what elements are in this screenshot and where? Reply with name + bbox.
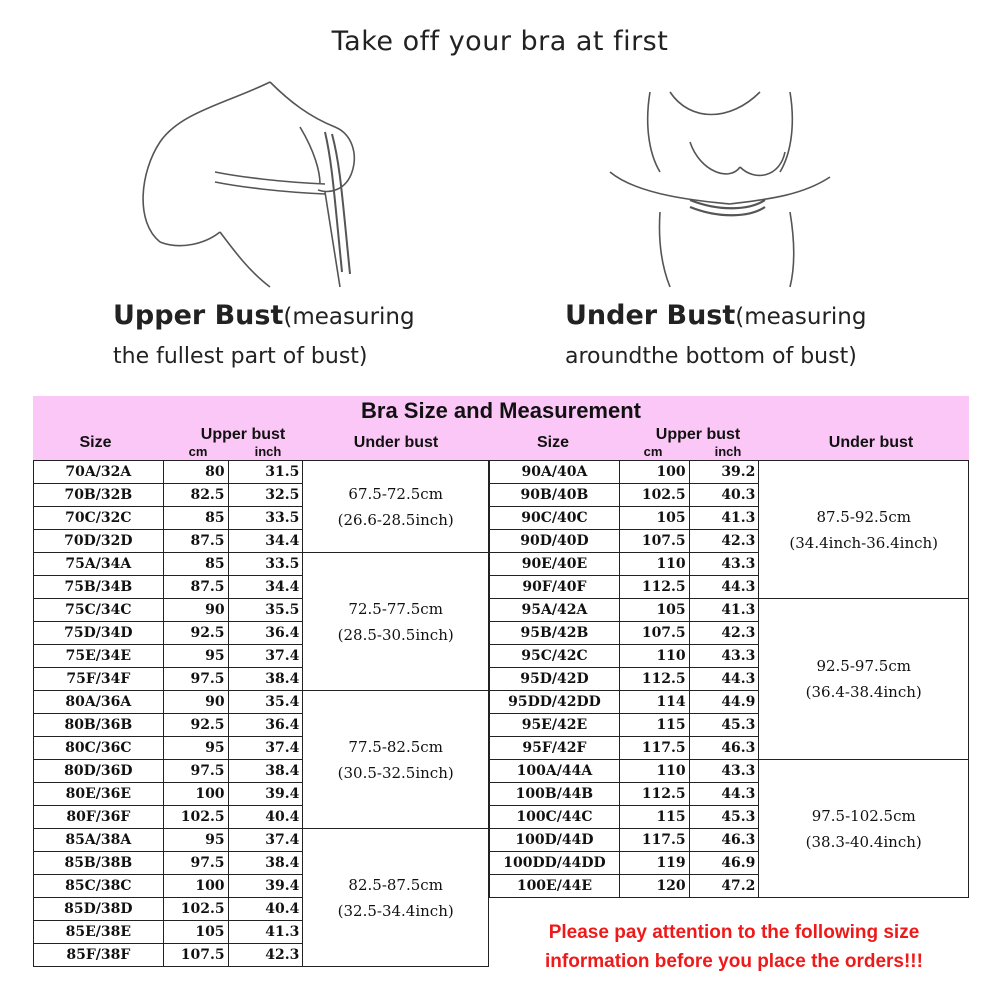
header-cm-left: cm [188,444,208,459]
cell-cm: 102.5 [619,484,689,507]
right-size-table [489,460,969,898]
cell-size: 100C/44C [490,806,620,829]
cell-size: 70A/32A [34,461,164,484]
cell-cm: 112.5 [619,668,689,691]
cell-inch: 38.4 [228,852,303,875]
cell-cm: 112.5 [619,576,689,599]
header-under-bust-right: Under bust [828,434,914,451]
cell-cm: 100 [619,461,689,484]
cell-size: 80E/36E [34,783,164,806]
cell-cm: 107.5 [619,622,689,645]
cell-size: 80B/36B [34,714,164,737]
table-row [34,691,489,714]
cell-size: 90A/40A [490,461,620,484]
cell-cm: 92.5 [163,622,228,645]
cell-cm: 97.5 [163,852,228,875]
header-cm-right: cm [643,444,663,459]
cell-inch: 43.3 [689,553,759,576]
cell-size: 95D/42D [490,668,620,691]
cell-cm: 102.5 [163,806,228,829]
header-upper-bust-left: Upper bust [200,426,286,443]
under-bust-inch: (34.4inch-36.4inch) [789,533,939,552]
cell-size: 90D/40D [490,530,620,553]
cell-cm: 110 [619,760,689,783]
cell-size: 85E/38E [34,921,164,944]
table-header [33,396,969,460]
cell-inch: 38.4 [228,760,303,783]
cell-inch: 45.3 [689,806,759,829]
under-bust-inch: (38.3-40.4inch) [805,832,922,851]
cell-size: 80C/36C [34,737,164,760]
cell-size: 95E/42E [490,714,620,737]
cell-size: 95DD/42DD [490,691,620,714]
cell-inch: 33.5 [228,507,303,530]
cell-inch: 35.4 [228,691,303,714]
cell-size: 85F/38F [34,944,164,967]
cell-cm: 117.5 [619,737,689,760]
cell-cm: 110 [619,553,689,576]
cell-inch: 44.3 [689,576,759,599]
cell-size: 75B/34B [34,576,164,599]
cell-inch: 33.5 [228,553,303,576]
table-row [34,461,489,484]
cell-size: 75A/34A [34,553,164,576]
cell-size: 80F/36F [34,806,164,829]
cell-inch: 43.3 [689,645,759,668]
cell-inch: 46.3 [689,737,759,760]
cell-size: 75D/34D [34,622,164,645]
cell-size: 100B/44B [490,783,620,806]
under-bust-cm: 67.5-72.5cm [348,484,443,503]
header-size-left: Size [79,434,112,451]
header-inch-right: inch [714,444,742,459]
size-table [33,396,969,982]
cell-inch: 41.3 [689,599,759,622]
cell-inch: 43.3 [689,760,759,783]
header-inch-left: inch [254,444,282,459]
under-bust-cm: 82.5-87.5cm [348,875,443,894]
cell-cm: 112.5 [619,783,689,806]
cell-cm: 119 [619,852,689,875]
cell-cm: 115 [619,714,689,737]
cell-cm: 115 [619,806,689,829]
cell-size: 95A/42A [490,599,620,622]
cell-cm: 90 [163,691,228,714]
cell-inch: 39.2 [689,461,759,484]
cell-inch: 42.3 [689,530,759,553]
header-upper-bust-right: Upper bust [655,426,741,443]
under-bust-inch: (30.5-32.5inch) [337,763,454,782]
table-title: Bra Size and Measurement [361,398,641,423]
cell-size: 85B/38B [34,852,164,875]
under-bust-cm: 77.5-82.5cm [348,737,443,756]
under-bust-range [759,760,969,898]
cell-cm: 120 [619,875,689,898]
cell-size: 95B/42B [490,622,620,645]
cell-size: 90E/40E [490,553,620,576]
cell-inch: 40.4 [228,806,303,829]
cell-size: 70C/32C [34,507,164,530]
cell-cm: 95 [163,645,228,668]
cell-cm: 92.5 [163,714,228,737]
cell-inch: 44.3 [689,668,759,691]
cell-size: 85A/38A [34,829,164,852]
table-row [490,760,969,783]
cell-inch: 40.4 [228,898,303,921]
cell-cm: 100 [163,875,228,898]
upper-bust-measuring: (measuring [283,304,415,330]
cell-size: 75E/34E [34,645,164,668]
cell-size: 80D/36D [34,760,164,783]
cell-size: 85C/38C [34,875,164,898]
cell-inch: 37.4 [228,645,303,668]
under-bust-cm: 97.5-102.5cm [811,806,916,825]
cell-inch: 44.3 [689,783,759,806]
under-bust-description: aroundthe bottom of bust) [565,344,857,369]
cell-size: 100D/44D [490,829,620,852]
under-bust-inch: (32.5-34.4inch) [337,901,454,920]
under-bust-inch: (28.5-30.5inch) [337,625,454,644]
cell-inch: 37.4 [228,829,303,852]
page-heading: Take off your bra at first [331,26,669,57]
cell-cm: 95 [163,829,228,852]
cell-cm: 80 [163,461,228,484]
under-bust-label: Under Bust [565,300,736,331]
header-size-right: Size [536,434,569,451]
under-bust-range [303,691,489,829]
cell-inch: 41.3 [228,921,303,944]
cell-inch: 35.5 [228,599,303,622]
cell-inch: 32.5 [228,484,303,507]
cell-cm: 100 [163,783,228,806]
cell-inch: 46.3 [689,829,759,852]
cell-inch: 44.9 [689,691,759,714]
order-notice [499,918,969,976]
under-bust-caption [565,296,867,377]
cell-inch: 36.4 [228,622,303,645]
cell-size: 90B/40B [490,484,620,507]
cell-cm: 95 [163,737,228,760]
cell-cm: 107.5 [619,530,689,553]
under-bust-range [303,829,489,967]
cell-size: 75C/34C [34,599,164,622]
cell-size: 100E/44E [490,875,620,898]
header-under-bust-left: Under bust [353,434,439,451]
upper-bust-label: Upper Bust [113,300,284,331]
under-bust-inch: (26.6-28.5inch) [337,510,454,529]
left-size-table [33,460,489,967]
table-body [33,460,969,982]
cell-size: 70D/32D [34,530,164,553]
table-row [490,461,969,484]
cell-size: 95C/42C [490,645,620,668]
under-bust-range [759,461,969,599]
cell-inch: 38.4 [228,668,303,691]
under-bust-cm: 92.5-97.5cm [816,657,911,675]
table-row [490,599,969,622]
cell-size: 90C/40C [490,507,620,530]
cell-size: 100A/44A [490,760,620,783]
cell-inch: 40.3 [689,484,759,507]
order-notice-line1: Please pay attention to the following size [548,922,920,943]
under-bust-range [303,553,489,691]
upper-bust-illustration [120,72,410,292]
cell-size: 90F/40F [490,576,620,599]
under-bust-range [759,599,969,760]
cell-inch: 42.3 [228,944,303,967]
cell-size: 75F/34F [34,668,164,691]
cell-cm: 85 [163,553,228,576]
cell-cm: 117.5 [619,829,689,852]
cell-inch: 41.3 [689,507,759,530]
upper-bust-caption [113,296,415,377]
cell-cm: 87.5 [163,576,228,599]
cell-inch: 36.4 [228,714,303,737]
cell-inch: 39.4 [228,783,303,806]
under-bust-cm: 72.5-77.5cm [348,599,443,618]
under-bust-cm: 87.5-92.5cm [816,507,911,526]
cell-size: 80A/36A [34,691,164,714]
cell-inch: 39.4 [228,875,303,898]
cell-cm: 97.5 [163,668,228,691]
cell-inch: 47.2 [689,875,759,898]
cell-inch: 37.4 [228,737,303,760]
cell-cm: 85 [163,507,228,530]
under-bust-illustration [590,72,860,292]
cell-inch: 31.5 [228,461,303,484]
cell-cm: 105 [619,507,689,530]
cell-cm: 102.5 [163,898,228,921]
upper-bust-description: the fullest part of bust) [113,344,368,369]
cell-cm: 110 [619,645,689,668]
cell-inch: 42.3 [689,622,759,645]
cell-inch: 34.4 [228,576,303,599]
cell-cm: 107.5 [163,944,228,967]
cell-cm: 105 [163,921,228,944]
cell-inch: 34.4 [228,530,303,553]
under-bust-inch: (36.4-38.4inch) [805,683,922,701]
cell-size: 95F/42F [490,737,620,760]
under-bust-measuring: (measuring [735,304,867,330]
cell-cm: 114 [619,691,689,714]
cell-size: 70B/32B [34,484,164,507]
cell-size: 100DD/44DD [490,852,620,875]
cell-cm: 90 [163,599,228,622]
cell-inch: 46.9 [689,852,759,875]
cell-cm: 82.5 [163,484,228,507]
cell-inch: 45.3 [689,714,759,737]
order-notice-line2: information before you place the orders!!! [545,951,923,972]
cell-cm: 97.5 [163,760,228,783]
under-bust-range [303,461,489,553]
cell-cm: 87.5 [163,530,228,553]
table-row [34,553,489,576]
table-row [34,829,489,852]
cell-cm: 105 [619,599,689,622]
cell-size: 85D/38D [34,898,164,921]
